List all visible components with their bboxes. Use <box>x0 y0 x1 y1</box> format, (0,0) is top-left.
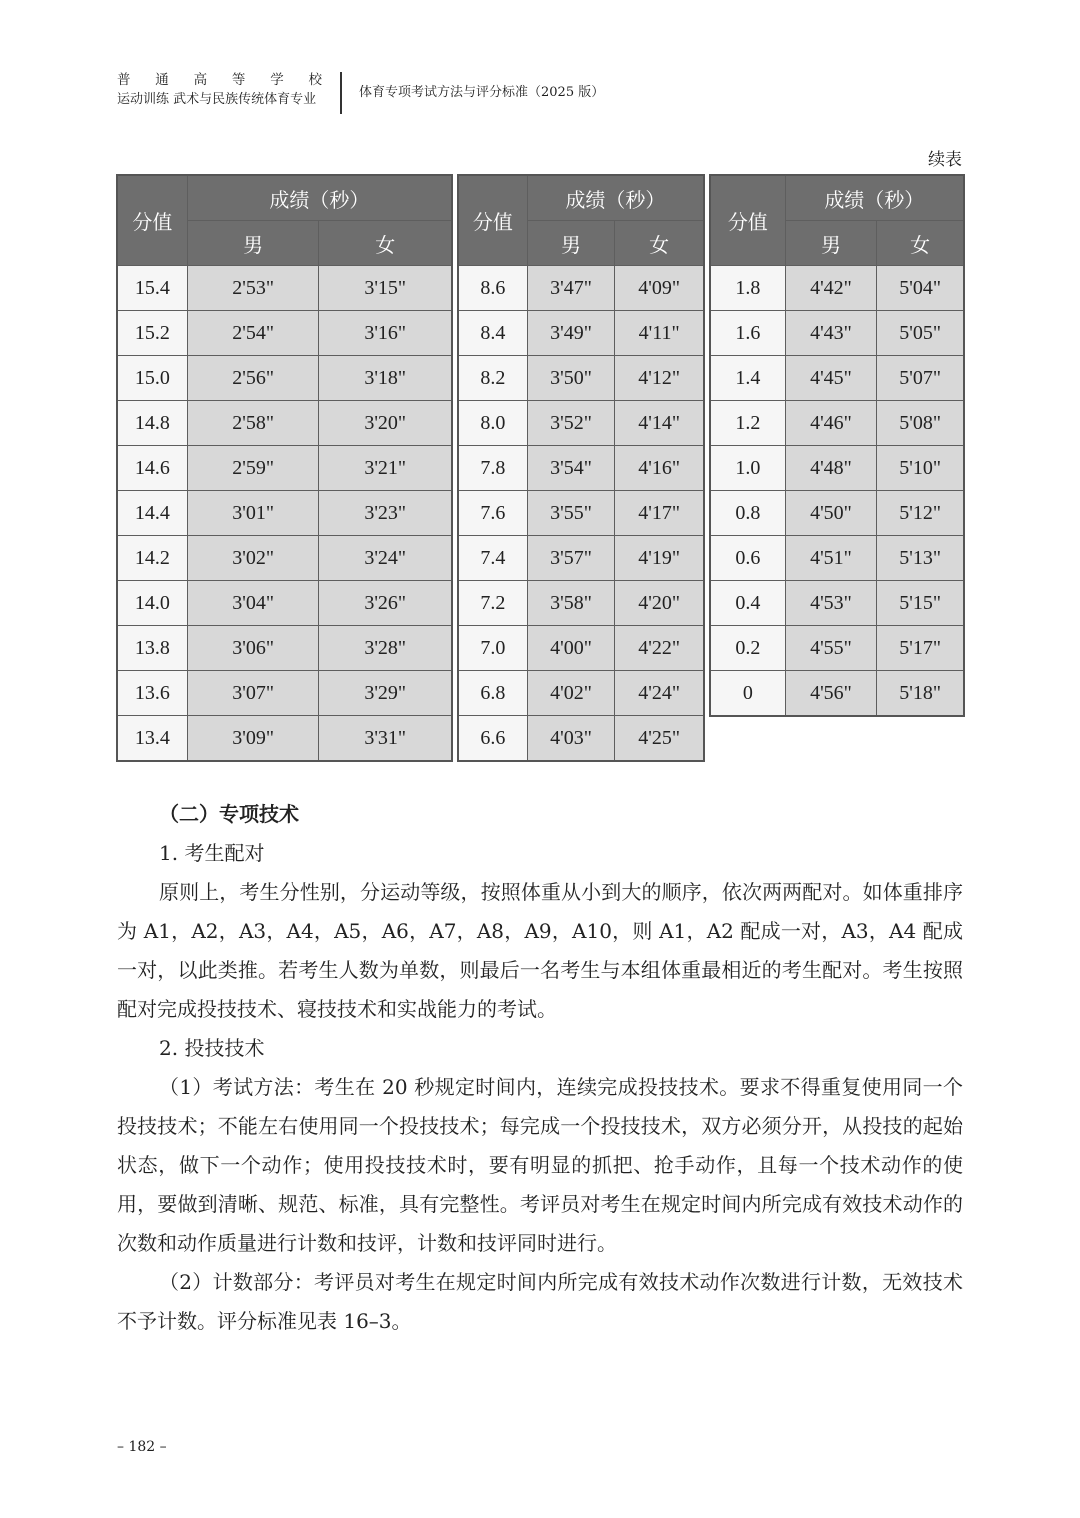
table-row <box>711 581 964 626</box>
score-cell: 8.6 <box>459 266 528 311</box>
score-cell: 7.4 <box>459 536 528 581</box>
male-header: 男 <box>187 221 319 266</box>
female-time-cell: 5'05" <box>877 311 964 356</box>
item2-title: 2. 投技技术 <box>159 1036 265 1060</box>
male-time-cell: 2'59" <box>187 446 319 491</box>
item2-paragraph-2: （2）计数部分：考评员对考生在规定时间内所完成有效技术动作次数进行计数，无效技术不予计数。评分标准见表 16–3。 <box>117 1270 963 1333</box>
male-time-cell: 3'01" <box>187 491 319 536</box>
result-header: 成绩（秒） <box>785 176 963 221</box>
male-time-cell: 3'55" <box>527 491 615 536</box>
header-char: 校 <box>308 72 322 88</box>
female-time-cell: 4'25" <box>615 716 704 761</box>
male-time-cell: 4'02" <box>527 671 615 716</box>
female-time-cell: 4'20" <box>615 581 704 626</box>
female-time-cell: 4'19" <box>615 536 704 581</box>
score-cell: 0.2 <box>711 626 786 671</box>
table-row <box>459 716 704 761</box>
male-time-cell: 3'04" <box>187 581 319 626</box>
male-time-cell: 3'58" <box>527 581 615 626</box>
female-time-cell: 3'24" <box>319 536 452 581</box>
score-cell: 7.2 <box>459 581 528 626</box>
male-time-cell: 3'07" <box>187 671 319 716</box>
score-cell: 7.6 <box>459 491 528 536</box>
male-time-cell: 4'42" <box>785 266 877 311</box>
female-time-cell: 5'17" <box>877 626 964 671</box>
male-time-cell: 4'48" <box>785 446 877 491</box>
score-cell: 14.0 <box>118 581 188 626</box>
female-time-cell: 3'18" <box>319 356 452 401</box>
male-time-cell: 2'53" <box>187 266 319 311</box>
female-time-cell: 3'28" <box>319 626 452 671</box>
score-table-2 <box>458 175 704 761</box>
header-char: 普 <box>117 72 131 88</box>
result-header: 成绩（秒） <box>187 176 451 221</box>
male-time-cell: 3'09" <box>187 716 319 761</box>
table-row <box>711 491 964 536</box>
table-row <box>459 491 704 536</box>
male-time-cell: 4'46" <box>785 401 877 446</box>
score-cell: 8.4 <box>459 311 528 356</box>
table-row <box>118 401 452 446</box>
section-title: （二）专项技术 <box>159 802 299 826</box>
table-row <box>459 401 704 446</box>
header-char: 等 <box>231 72 246 88</box>
table-row <box>459 446 704 491</box>
male-time-cell: 3'06" <box>187 626 319 671</box>
score-cell: 1.2 <box>711 401 786 446</box>
score-cell: 14.2 <box>118 536 188 581</box>
header-divider <box>340 72 342 114</box>
table-row <box>459 266 704 311</box>
male-header: 男 <box>785 221 877 266</box>
score-cell: 0.8 <box>711 491 786 536</box>
female-header: 女 <box>319 221 452 266</box>
male-time-cell: 3'02" <box>187 536 319 581</box>
score-table-3 <box>710 175 964 716</box>
female-time-cell: 4'14" <box>615 401 704 446</box>
score-cell: 15.0 <box>118 356 188 401</box>
score-cell: 1.6 <box>711 311 786 356</box>
score-cell: 0.6 <box>711 536 786 581</box>
score-header: 分值 <box>459 176 528 266</box>
table-row <box>459 671 704 716</box>
score-cell: 15.4 <box>118 266 188 311</box>
female-time-cell: 3'23" <box>319 491 452 536</box>
table-row <box>459 311 704 356</box>
female-time-cell: 3'15" <box>319 266 452 311</box>
male-time-cell: 3'50" <box>527 356 615 401</box>
header-major: 运动训练 武术与民族传统体育专业 <box>117 92 317 107</box>
header-left <box>117 70 327 110</box>
table-row <box>118 356 452 401</box>
table-row <box>459 626 704 671</box>
male-time-cell: 3'49" <box>527 311 615 356</box>
score-cell: 14.4 <box>118 491 188 536</box>
male-time-cell: 3'52" <box>527 401 615 446</box>
score-cell: 0.4 <box>711 581 786 626</box>
female-time-cell: 5'10" <box>877 446 964 491</box>
table-row <box>711 536 964 581</box>
female-time-cell: 4'22" <box>615 626 704 671</box>
score-cell: 1.0 <box>711 446 786 491</box>
table-row <box>711 671 964 716</box>
female-time-cell: 3'31" <box>319 716 452 761</box>
score-cell: 13.4 <box>118 716 188 761</box>
table-row <box>118 626 452 671</box>
male-time-cell: 4'50" <box>785 491 877 536</box>
header-char: 高 <box>193 72 208 88</box>
female-header: 女 <box>877 221 964 266</box>
table-row <box>459 581 704 626</box>
score-cell: 7.8 <box>459 446 528 491</box>
female-time-cell: 3'26" <box>319 581 452 626</box>
female-time-cell: 4'16" <box>615 446 704 491</box>
male-time-cell: 4'43" <box>785 311 877 356</box>
score-cell: 14.6 <box>118 446 188 491</box>
score-cell: 0 <box>711 671 786 716</box>
table-row <box>711 401 964 446</box>
score-table-1 <box>117 175 452 761</box>
continued-label: 续表 <box>928 150 962 170</box>
female-time-cell: 5'07" <box>877 356 964 401</box>
female-time-cell: 5'04" <box>877 266 964 311</box>
male-time-cell: 2'56" <box>187 356 319 401</box>
female-time-cell: 5'18" <box>877 671 964 716</box>
male-time-cell: 2'58" <box>187 401 319 446</box>
table-row <box>118 446 452 491</box>
male-time-cell: 4'53" <box>785 581 877 626</box>
male-time-cell: 4'03" <box>527 716 615 761</box>
male-time-cell: 2'54" <box>187 311 319 356</box>
male-header: 男 <box>527 221 615 266</box>
female-time-cell: 4'12" <box>615 356 704 401</box>
female-time-cell: 5'08" <box>877 401 964 446</box>
female-time-cell: 3'16" <box>319 311 452 356</box>
score-cell: 8.0 <box>459 401 528 446</box>
score-header: 分值 <box>118 176 188 266</box>
table-row <box>118 536 452 581</box>
score-cell: 6.6 <box>459 716 528 761</box>
table-row <box>118 311 452 356</box>
male-time-cell: 4'51" <box>785 536 877 581</box>
item1-paragraph: 原则上，考生分性别，分运动等级，按照体重从小到大的顺序，依次两两配对。如体重排序为 A1，A2，A3，A4，A5，A6，A7，A8，A9，A10，则 A1，A2 配成一对，A3，A4 配成一对，以此类推。若考生人数为单数，则最后一名考生与本组体重最相近的考生配对。考生按照配对完成投技技术、寝技技术和实战能力的考试。 <box>117 880 963 1021</box>
female-time-cell: 5'12" <box>877 491 964 536</box>
male-time-cell: 4'55" <box>785 626 877 671</box>
female-time-cell: 3'21" <box>319 446 452 491</box>
male-time-cell: 3'47" <box>527 266 615 311</box>
female-time-cell: 4'17" <box>615 491 704 536</box>
header-char: 通 <box>155 72 169 88</box>
female-time-cell: 5'15" <box>877 581 964 626</box>
result-header: 成绩（秒） <box>527 176 703 221</box>
table-row <box>118 491 452 536</box>
table-row <box>711 626 964 671</box>
table-row <box>118 266 452 311</box>
score-cell: 13.6 <box>118 671 188 716</box>
score-cell: 6.8 <box>459 671 528 716</box>
page-number: – 182 – <box>117 1439 167 1455</box>
table-row <box>711 311 964 356</box>
score-cell: 1.4 <box>711 356 786 401</box>
female-time-cell: 4'11" <box>615 311 704 356</box>
female-time-cell: 3'20" <box>319 401 452 446</box>
female-time-cell: 5'13" <box>877 536 964 581</box>
header-char: 学 <box>270 72 284 88</box>
table-row <box>711 266 964 311</box>
table-row <box>118 671 452 716</box>
item2-paragraph-1: （1）考试方法：考生在 20 秒规定时间内，连续完成投技技术。要求不得重复使用同一个投技技术；不能左右使用同一个投技技术；每完成一个投技技术，双方必须分开，从投技的起始状态，做下一个动作；使用投技技术时，要有明显的抓把、抢手动作，且每一个技术动作的使用，要做到清晰、规范、标准，具有完整性。考评员对考生在规定时间内所完成有效技术动作的次数和动作质量进行计数和技评，计数和技评同时进行。 <box>117 1075 963 1255</box>
male-time-cell: 3'54" <box>527 446 615 491</box>
header-book-title: 体育专项考试方法与评分标准（2025 版） <box>359 85 605 100</box>
male-time-cell: 4'45" <box>785 356 877 401</box>
score-cell: 8.2 <box>459 356 528 401</box>
table-row <box>459 536 704 581</box>
score-header: 分值 <box>711 176 786 266</box>
female-header: 女 <box>615 221 704 266</box>
table-row <box>118 581 452 626</box>
table-row <box>459 356 704 401</box>
item1-title: 1. 考生配对 <box>159 841 265 865</box>
score-cell: 13.8 <box>118 626 188 671</box>
female-time-cell: 4'09" <box>615 266 704 311</box>
male-time-cell: 3'57" <box>527 536 615 581</box>
score-cell: 7.0 <box>459 626 528 671</box>
header-school-type <box>117 70 322 90</box>
score-cell: 15.2 <box>118 311 188 356</box>
male-time-cell: 4'00" <box>527 626 615 671</box>
table-row <box>711 356 964 401</box>
body-text <box>117 795 963 1341</box>
female-time-cell: 3'29" <box>319 671 452 716</box>
table-row <box>118 716 452 761</box>
female-time-cell: 4'24" <box>615 671 704 716</box>
score-cell: 14.8 <box>118 401 188 446</box>
male-time-cell: 4'56" <box>785 671 877 716</box>
score-cell: 1.8 <box>711 266 786 311</box>
table-row <box>711 446 964 491</box>
